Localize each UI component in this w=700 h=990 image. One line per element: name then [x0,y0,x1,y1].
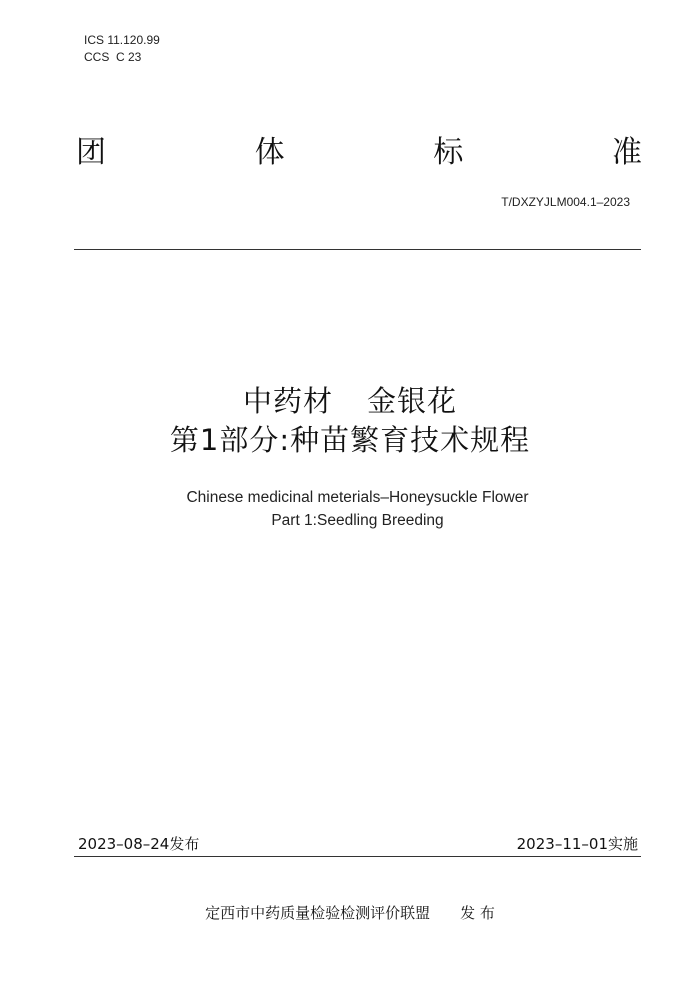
standard-type-heading [76,134,642,172]
implementation-date: 2023–11–01实施 [516,835,638,853]
ccs-code: CCS C 23 [84,50,142,64]
title-cn-herb: 金银花 [367,384,458,418]
top-divider [74,249,641,250]
standard-type-char-3: 标 [433,135,464,170]
title-cn-line-1 [0,382,700,420]
title-cn-line-2: 第1部分:种苗繁育技术规程 [169,423,531,457]
ics-code: ICS 11.120.99 [84,33,160,47]
publisher-line [0,903,700,923]
publisher-organization: 定西市中药质量检验检测评价联盟 [205,904,431,922]
title-en-line-1: Chinese medicinal meterials–Honeysuckle Flower [186,489,529,506]
standard-type-char-4: 准 [611,135,642,170]
standard-type-char-1: 团 [76,135,106,170]
title-cn-category: 中药材 [242,384,333,418]
standard-type-char-2: 体 [254,135,285,170]
classification-codes [84,32,160,66]
standard-number: T/DXZYJLM004.1–2023 [501,195,630,209]
bottom-divider [74,856,641,857]
issue-date: 2023–08–24发布 [78,835,200,853]
title-en-line-2: Part 1:Seedling Breeding [271,512,444,529]
publisher-action: 发 布 [460,904,495,922]
